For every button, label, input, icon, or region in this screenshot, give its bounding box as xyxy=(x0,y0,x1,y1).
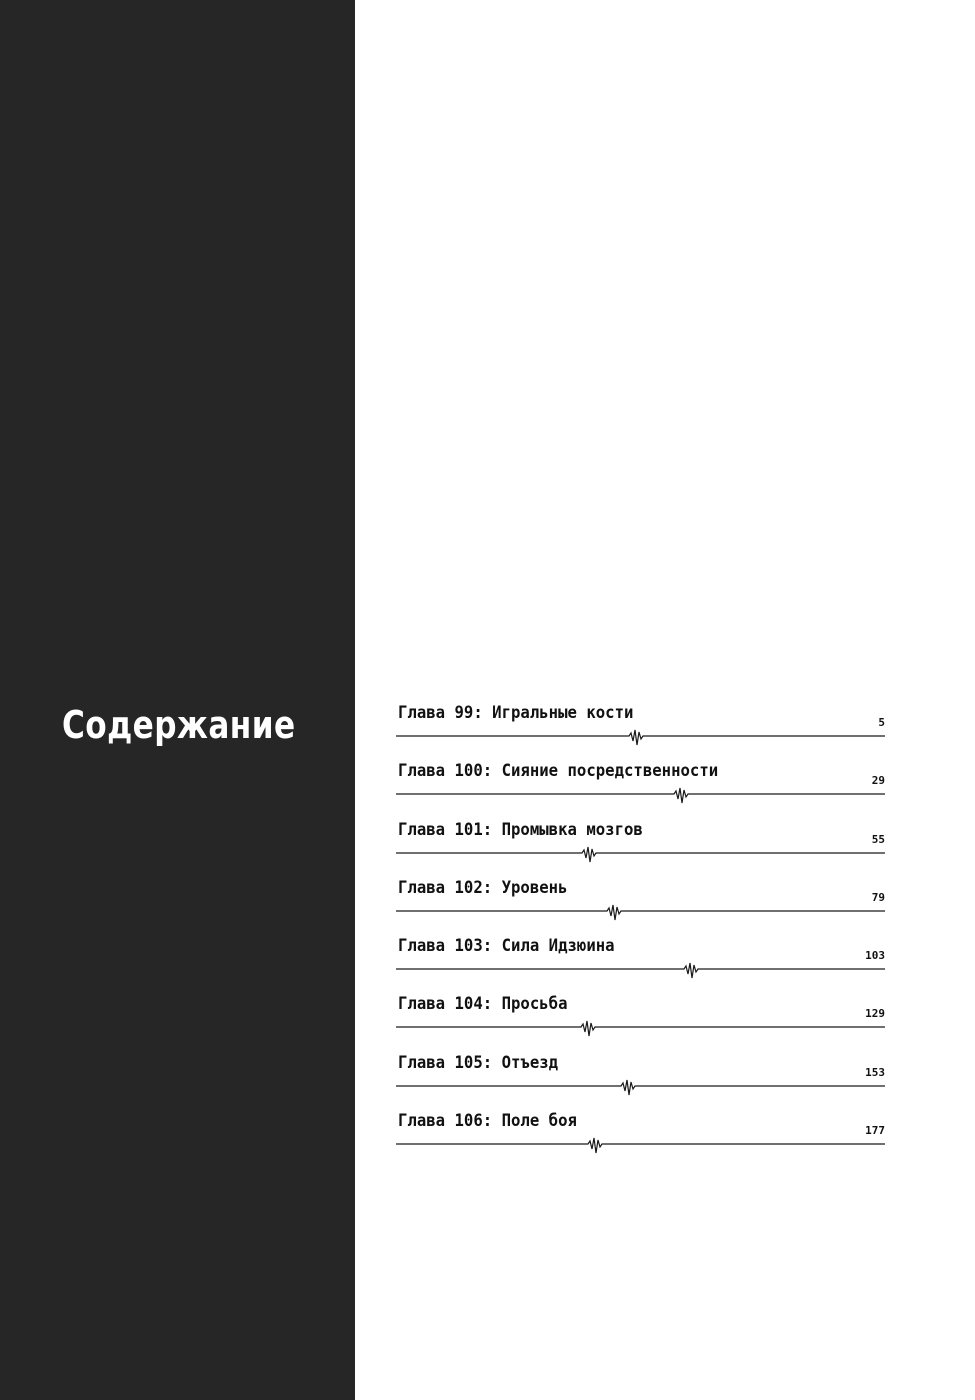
pulse-line-icon xyxy=(396,784,885,806)
toc-entry-chapter-100[interactable] xyxy=(396,758,885,816)
table-of-contents xyxy=(396,700,885,1166)
page-number: 153 xyxy=(865,1065,885,1079)
page-number: 55 xyxy=(871,832,885,846)
page-number: 177 xyxy=(865,1124,885,1138)
toc-entry-chapter-105[interactable] xyxy=(396,1050,885,1108)
pulse-line-icon xyxy=(396,1134,885,1156)
chapter-title: Глава 103: Сила Идзюина xyxy=(398,936,615,957)
chapter-title: Глава 102: Уровень xyxy=(398,877,568,898)
page-number: 129 xyxy=(865,1007,885,1021)
page-number: 29 xyxy=(871,774,885,788)
page-number: 79 xyxy=(871,890,885,904)
chapter-title: Глава 104: Просьба xyxy=(398,994,568,1015)
toc-entry-chapter-99[interactable] xyxy=(396,700,885,758)
pulse-line-path xyxy=(396,730,885,745)
pulse-line-icon xyxy=(396,843,885,865)
chapter-title: Глава 99: Игральные кости xyxy=(398,703,634,723)
toc-entry-chapter-106[interactable] xyxy=(396,1108,885,1166)
contents-title: Содержание xyxy=(62,703,296,747)
chapter-title: Глава 100: Сияние посредственности xyxy=(398,761,719,782)
pulse-line-path xyxy=(396,1021,885,1036)
pulse-line-path xyxy=(396,905,885,920)
pulse-line-path xyxy=(396,788,885,803)
pulse-line-path xyxy=(396,1138,885,1153)
pulse-line-icon xyxy=(396,726,885,748)
toc-entry-chapter-104[interactable] xyxy=(396,991,885,1049)
chapter-title: Глава 106: Поле боя xyxy=(398,1111,577,1132)
toc-entry-chapter-102[interactable] xyxy=(396,875,885,933)
chapter-title: Глава 105: Отъезд xyxy=(398,1052,559,1073)
pulse-line-icon xyxy=(396,959,885,981)
pulse-line-path xyxy=(396,847,885,862)
pulse-line-icon xyxy=(396,1076,885,1098)
pulse-line-icon xyxy=(396,901,885,923)
toc-entry-chapter-103[interactable] xyxy=(396,933,885,991)
page-number: 5 xyxy=(878,716,885,729)
dark-side-panel xyxy=(0,0,355,1400)
toc-entry-chapter-101[interactable] xyxy=(396,817,885,875)
pulse-line-path xyxy=(396,1080,885,1095)
pulse-line-path xyxy=(396,963,885,978)
pulse-line-icon xyxy=(396,1017,885,1039)
page-number: 103 xyxy=(865,949,885,963)
chapter-title: Глава 101: Промывка мозгов xyxy=(398,819,643,840)
